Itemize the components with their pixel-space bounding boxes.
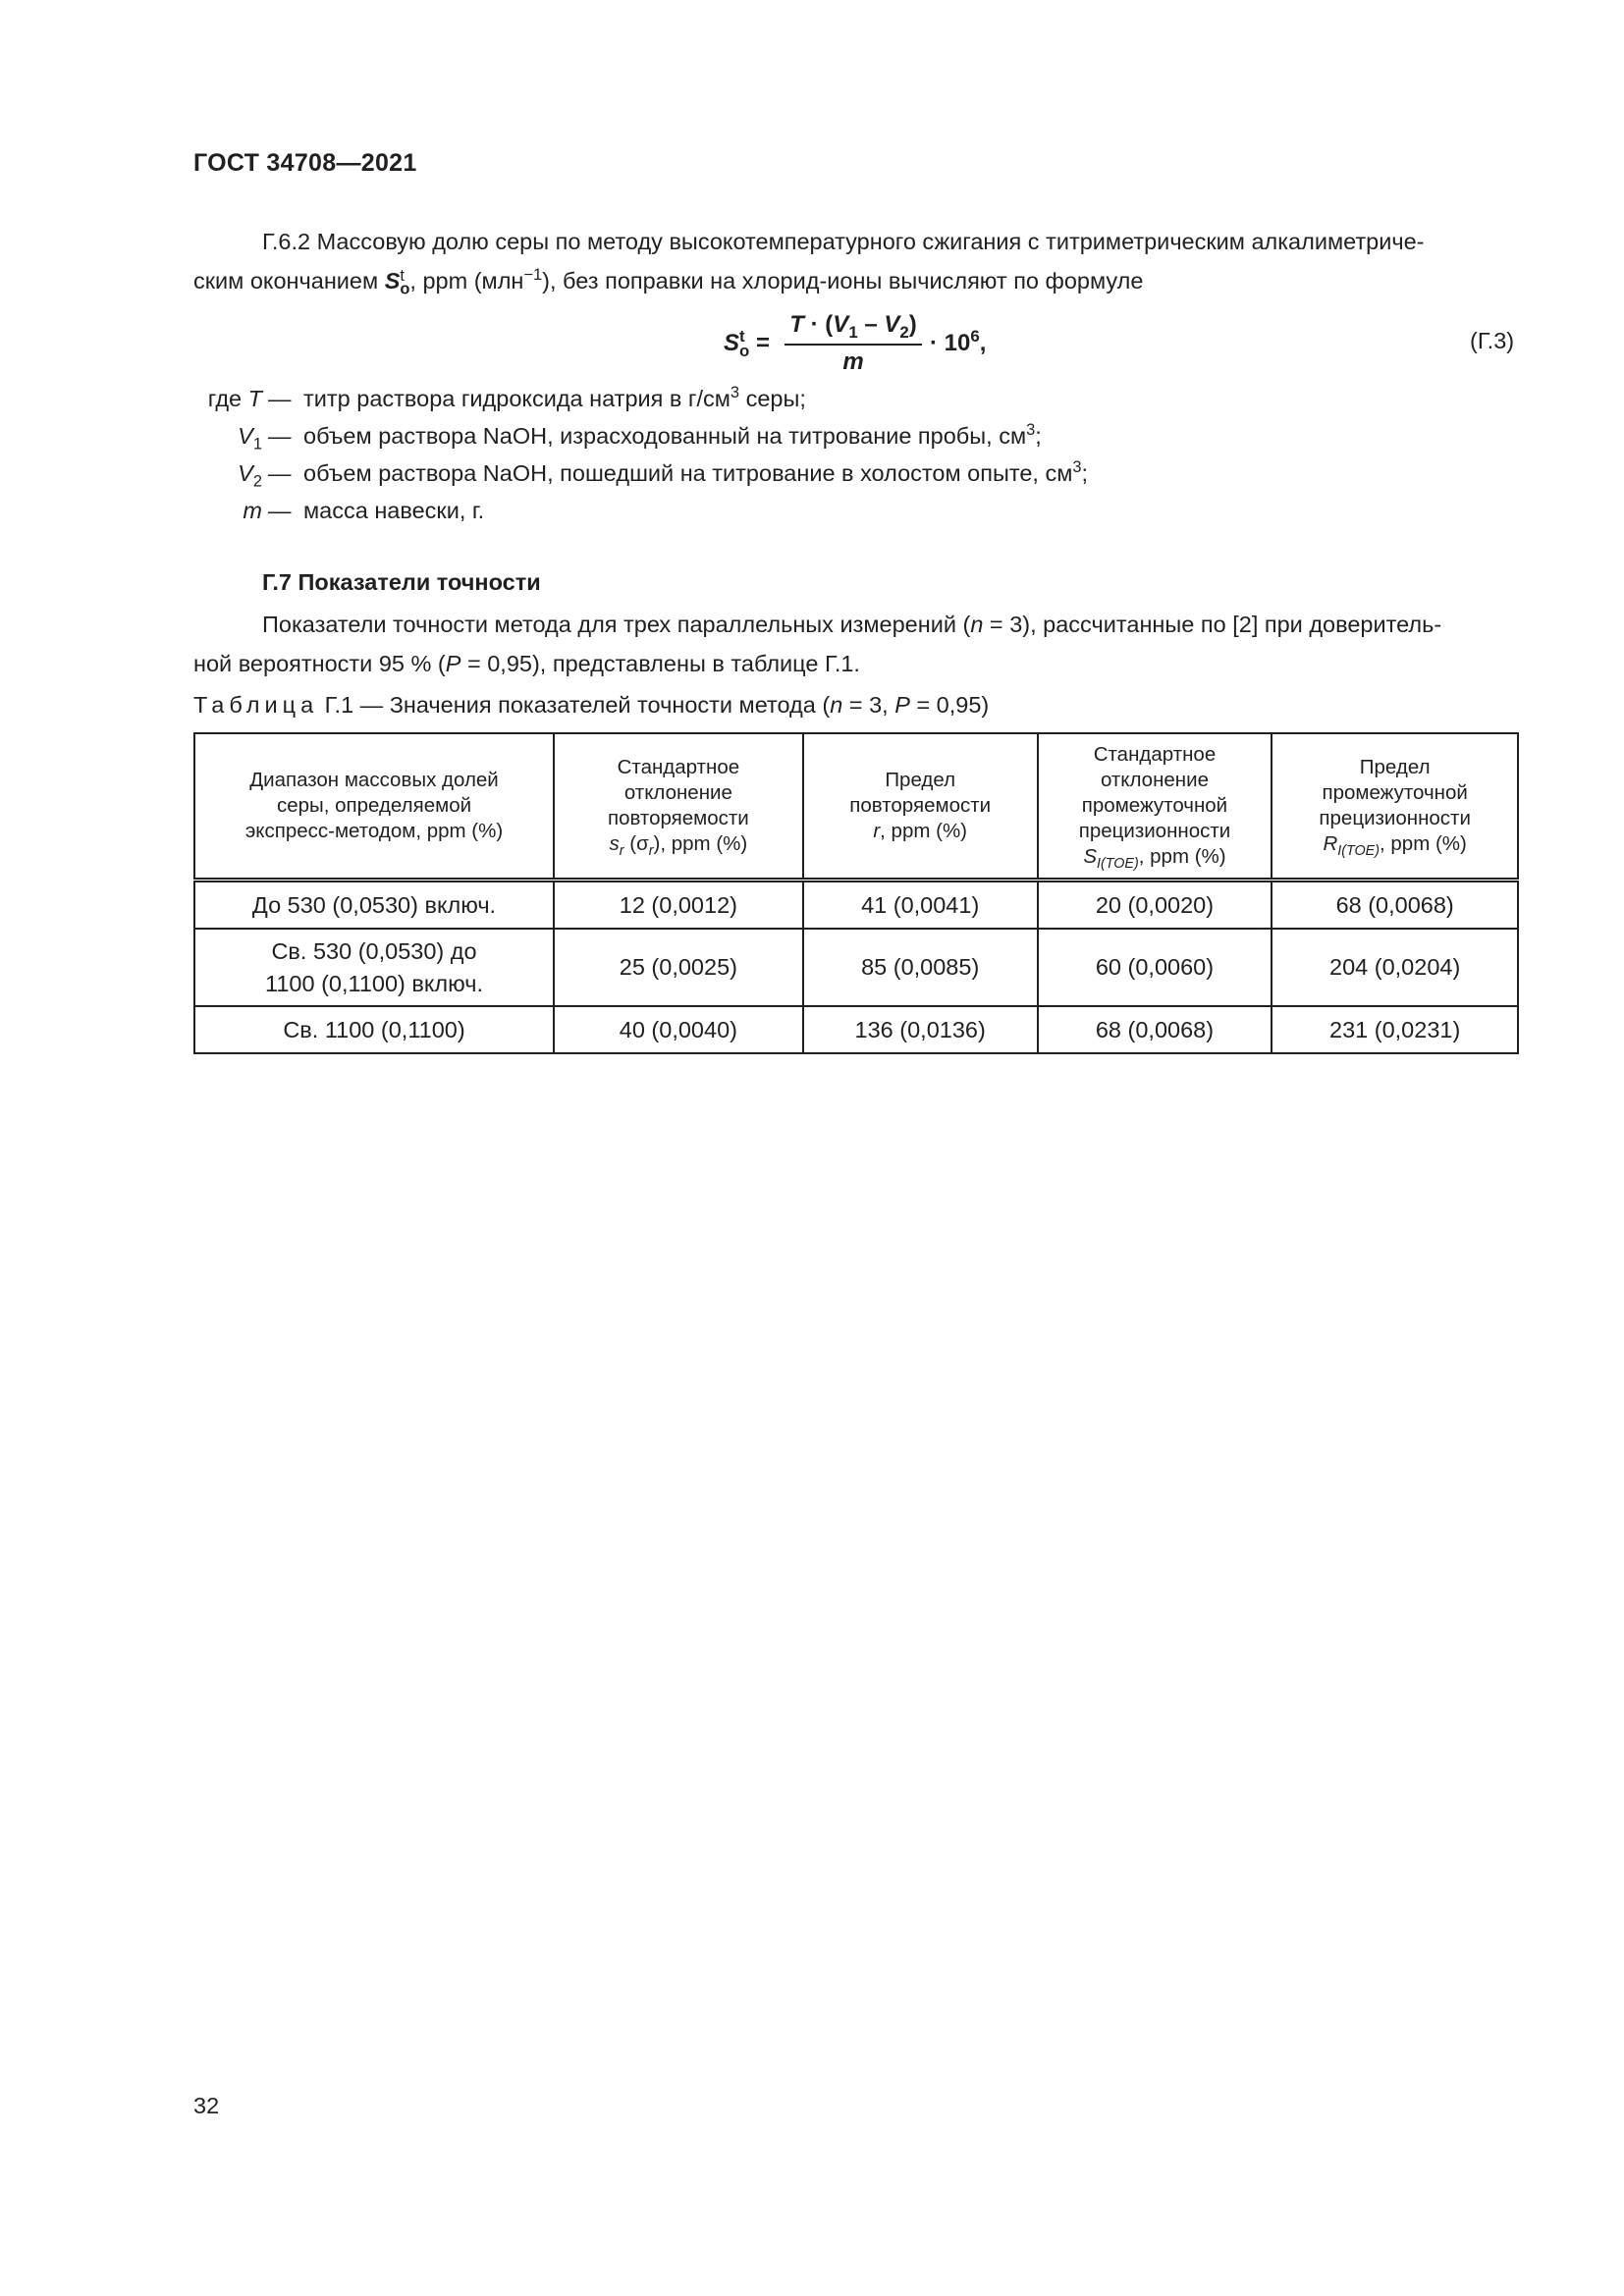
table-row xyxy=(194,1006,1518,1053)
cell-r: 136 (0,0136) xyxy=(803,1006,1038,1053)
table-row xyxy=(194,929,1518,1006)
cell-r-ito: 231 (0,0231) xyxy=(1272,1006,1518,1053)
cell-sr: 40 (0,0040) xyxy=(554,1006,803,1053)
formula-tail: · $10^6$, xyxy=(930,327,987,356)
cell-sr: 12 (0,0012) xyxy=(554,881,803,930)
formula-numerator: $T \cdot (V_1 - V_2)$ xyxy=(789,311,917,342)
cell-s-ito: 60 (0,0060) xyxy=(1038,929,1272,1006)
formula-denominator: m xyxy=(842,348,864,375)
cell-r: 85 (0,0085) xyxy=(803,929,1038,1006)
column-header-r: Предел повторяемости r, ppm (%) xyxy=(803,733,1038,881)
paragraph-text: Г.6.2 Массовую долю серы по методу высокотемпературного сжигания с титриметрическим алкалиметриче- xyxy=(262,229,1425,254)
table-header-row xyxy=(194,733,1518,881)
precision-table xyxy=(193,732,1519,1054)
table-row xyxy=(194,881,1518,930)
paragraph-text: ), без поправки на хлорид-ионы вычисляют по формуле xyxy=(542,268,1144,294)
formula-number: (Г.3) xyxy=(1470,328,1515,353)
page-number: 32 xyxy=(193,2093,220,2118)
cell-range: До 530 (0,0530) включ. xyxy=(194,881,554,930)
cell-range: Св. 530 (0,0530) до 1100 (0,1100) включ. xyxy=(194,929,554,1006)
paragraph-g7: Показатели точности метода для трех параллельных измерений (n = 3), рассчитанные по [2] при доверитель- ной вероятности 95 % (P = 0,95), представлены в таблице Г.1. xyxy=(193,612,1442,676)
cell-s-ito: 68 (0,0068) xyxy=(1038,1006,1272,1053)
cell-sr: 25 (0,0025) xyxy=(554,929,803,1006)
formula-fraction xyxy=(785,310,922,377)
paragraph-text: , ppm (млн xyxy=(409,268,524,294)
column-header-sr: Стандартное отклонение повторяемости $s_r$ $(\sigma_r)$, ppm (%) xyxy=(554,733,803,881)
paragraph-g62: Г.6.2 Массовую долю серы по методу высокотемпературного сжигания с титриметрическим алкалиметриче- ским окончанием $S^t$ $_o$, ppm (млн$^{-1}$), без поправки на хлорид-ионы вычисляют по формуле xyxy=(193,229,1425,299)
symbol-s: S xyxy=(384,268,401,294)
symbol-indices: $^t$ $_o$ xyxy=(400,266,410,299)
fraction-bar xyxy=(785,344,922,346)
column-header-s-ito: Стандартное отклонение промежуточной прецизионности $S_{I(TOE)}$, ppm (%) xyxy=(1038,733,1272,881)
column-header-r-ito: Предел промежуточной прецизионности $R_{I(TOE)}$, ppm (%) xyxy=(1272,733,1518,881)
column-header-range: Диапазон массовых долей серы, определяемой экспресс-методом, ppm (%) xyxy=(194,733,554,881)
formula-lhs: $S^t$ $_o$ = xyxy=(724,327,770,361)
cell-range: Св. 1100 (0,1100) xyxy=(194,1006,554,1053)
section-heading: Г.7 Показатели точности xyxy=(262,569,541,595)
table-caption: Таблица Г.1 — Значения показателей точности метода (n = 3, P = 0,95) xyxy=(193,692,990,718)
cell-r-ito: 204 (0,0204) xyxy=(1272,929,1518,1006)
paragraph-text: ским окончанием xyxy=(193,268,379,294)
cell-s-ito: 20 (0,0020) xyxy=(1038,881,1272,930)
cell-r: 41 (0,0041) xyxy=(803,881,1038,930)
document-code: ГОСТ 34708—2021 xyxy=(193,149,417,177)
cell-r-ito: 68 (0,0068) xyxy=(1272,881,1518,930)
